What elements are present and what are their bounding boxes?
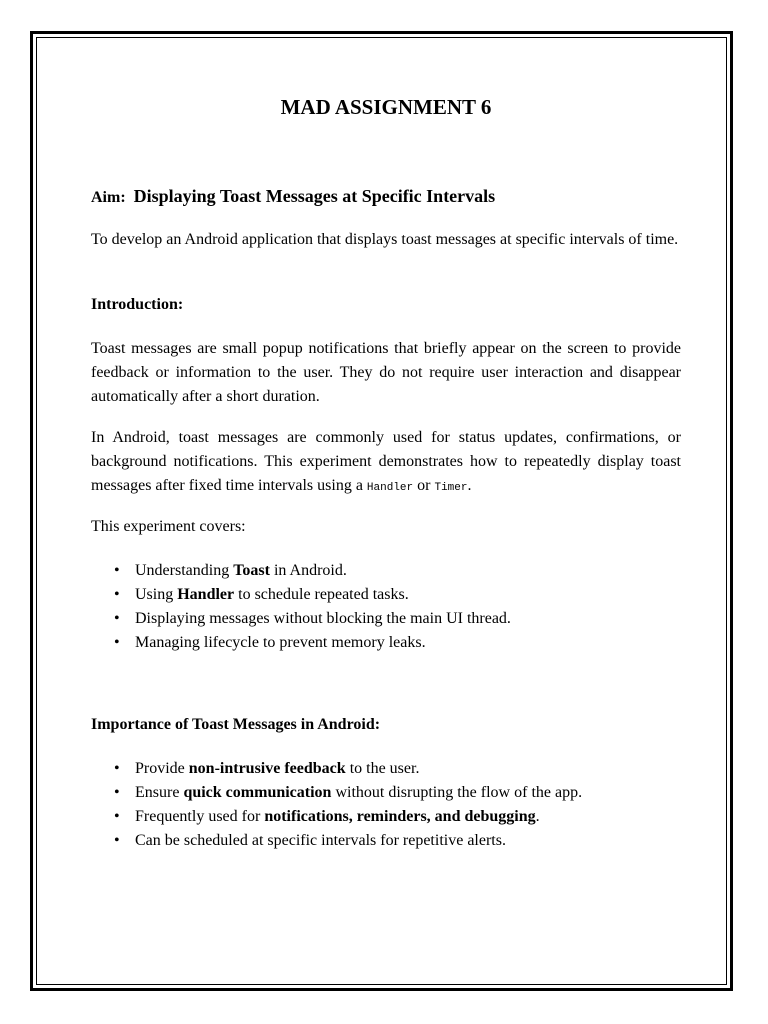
item-text: Ensure [135,784,184,801]
item-bold: Toast [233,562,270,579]
item-text: . [535,808,540,825]
item-text: Using [135,586,178,603]
aim-title: Displaying Toast Messages at Specific Intervals [133,186,496,206]
list-item [91,829,681,853]
intro-p2-end: . [467,477,472,494]
item-text: Can be scheduled at specific intervals for repetitive alerts. [135,832,506,849]
aim-description: To develop an Android application that displays toast messages at specific intervals of time. [91,231,679,248]
item-text: to the user. [345,760,420,777]
list-item [91,781,681,805]
handler-code: Handler [366,482,414,494]
item-bold: notifications, reminders, and debugging [264,808,536,825]
item-text: Displaying messages without blocking the main UI thread. [135,610,511,627]
item-text: to schedule repeated tasks. [234,586,409,603]
covers-list [91,559,681,655]
introduction-heading: Introduction: [91,296,184,313]
intro-p2-text: In Android, toast messages are commonly used for status updates, confirmations, or background notifications. This experiment demonstrates how to repeatedly display toast messages after fixed time intervals using a [91,429,681,494]
importance-heading: Importance of Toast Messages in Android: [91,716,381,733]
item-text: in Android. [269,562,347,579]
importance-list [91,757,681,853]
list-item [91,631,681,655]
list-item [91,559,681,583]
item-bold: Handler [177,586,235,603]
item-text: Managing lifecycle to prevent memory leaks. [135,634,426,651]
intro-p2-or: or [413,477,435,494]
item-bold: non-intrusive feedback [188,760,346,777]
aim-label: Aim: [91,189,126,206]
covers-intro: This experiment covers: [91,518,246,535]
item-text: Understanding [135,562,234,579]
list-item [91,583,681,607]
introduction-paragraph-2 [91,426,681,500]
list-item [91,757,681,781]
item-text: without disrupting the flow of the app. [331,784,583,801]
introduction-paragraph-1: Toast messages are small popup notifications that briefly appear on the screen to provide feedback or information to the user. They do not require user interaction and disappear automatically after a short duration. [91,340,681,405]
timer-code: Timer [434,482,468,494]
list-item [91,607,681,631]
aim-line [91,184,681,210]
item-bold: quick communication [183,784,332,801]
item-text: Provide [135,760,189,777]
list-item [91,805,681,829]
document-title: MAD ASSIGNMENT 6 [280,95,492,119]
item-text: Frequently used for [135,808,265,825]
